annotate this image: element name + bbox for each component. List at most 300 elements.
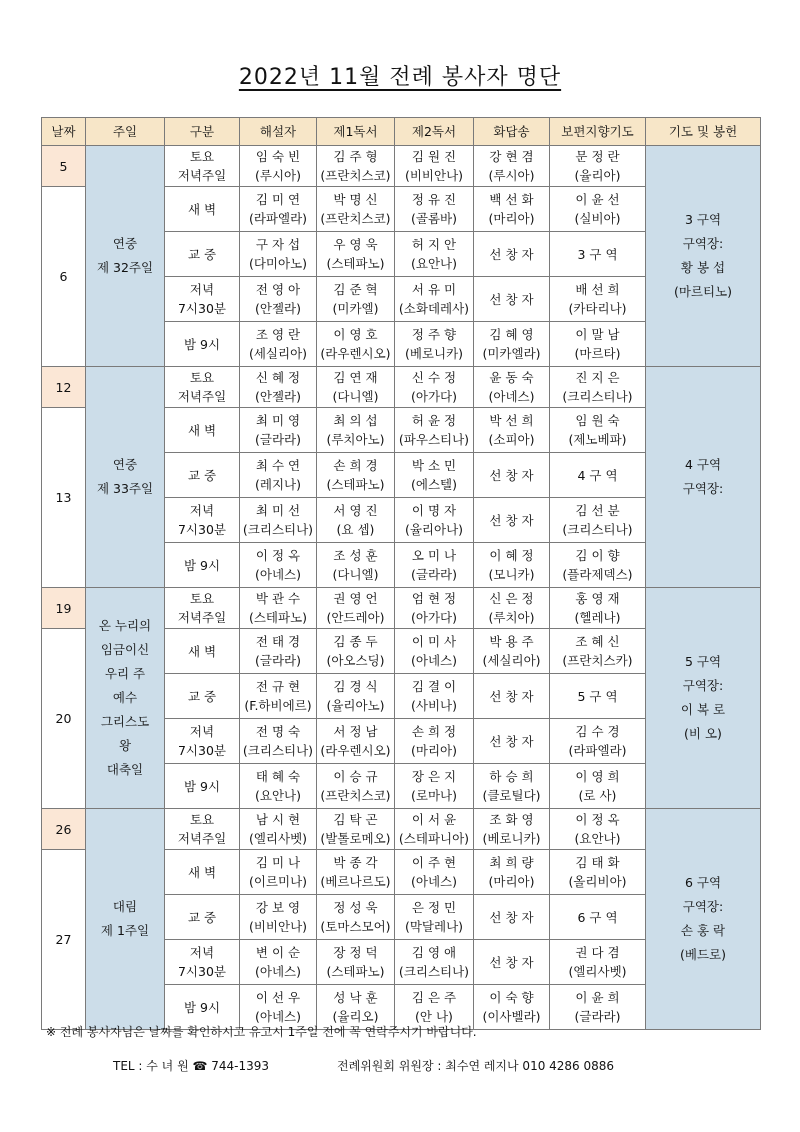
- volunteer-cell: [240, 277, 317, 322]
- volunteer-cell: [550, 187, 646, 232]
- volunteer-cell: [317, 809, 395, 850]
- baptismal-name: (엘리사벳): [568, 964, 627, 979]
- mass-type-cell: 밤 9시: [165, 543, 240, 588]
- volunteer-name: 이 윤 선: [575, 192, 620, 207]
- zone-cell: 4 구역 구역장:: [646, 367, 761, 588]
- volunteer-name: 박 용 주: [489, 634, 534, 649]
- baptismal-name: (다니엘): [332, 389, 379, 404]
- baptismal-name: (세실리아): [482, 653, 541, 668]
- baptismal-name: (클로틸다): [482, 788, 541, 803]
- volunteer-cell: [317, 187, 395, 232]
- baptismal-name: (제노베파): [568, 432, 627, 447]
- volunteer-cell: [395, 895, 474, 940]
- volunteer-cell: [240, 674, 317, 719]
- volunteer-name: 진 지 은: [575, 370, 620, 385]
- column-header: 해설자: [240, 118, 317, 146]
- baptismal-name: (율리오): [332, 1009, 379, 1024]
- volunteer-name: 김 혜 영: [489, 327, 534, 342]
- volunteer-name: 이 미 사: [411, 634, 457, 649]
- volunteer-cell: [317, 764, 395, 809]
- volunteer-cell: [395, 719, 474, 764]
- baptismal-name: (에스텔): [411, 477, 457, 492]
- volunteer-name: 김 영 애: [411, 945, 457, 960]
- baptismal-name: (프란치스카): [562, 653, 633, 668]
- baptismal-name: (프란치스코): [320, 788, 391, 803]
- volunteer-name: 선 창 자: [489, 954, 534, 970]
- schedule-table: [41, 117, 761, 1030]
- volunteer-cell: [474, 985, 550, 1030]
- schedule-row: [42, 367, 761, 408]
- volunteer-name: 강 보 영: [255, 900, 301, 915]
- volunteer-cell: [550, 408, 646, 453]
- baptismal-name: (다미아노): [248, 256, 308, 271]
- volunteer-name: 성 낙 훈: [333, 990, 378, 1005]
- volunteer-cell: [395, 764, 474, 809]
- baptismal-name: (비비안나): [404, 168, 464, 183]
- baptismal-name: (아네스): [255, 1009, 301, 1024]
- volunteer-name: 김 준 혁: [333, 282, 378, 297]
- volunteer-name: 김 은 주: [411, 990, 457, 1005]
- baptismal-name: (글라라): [574, 1009, 621, 1024]
- volunteer-name: 김 태 화: [575, 855, 620, 870]
- mass-type-cell: 저녁 7시30분: [165, 498, 240, 543]
- column-header: 보편지향기도: [550, 118, 646, 146]
- volunteer-cell: [240, 232, 317, 277]
- volunteer-name: 김 미 연: [255, 192, 301, 207]
- volunteer-name: 신 수 정: [411, 370, 457, 385]
- volunteer-cell: [474, 809, 550, 850]
- volunteer-cell: [474, 850, 550, 895]
- mass-type-cell: 교 중: [165, 895, 240, 940]
- volunteer-cell: [550, 322, 646, 367]
- baptismal-name: (안 나): [415, 1009, 453, 1024]
- date-cell: 12: [42, 367, 86, 408]
- schedule-row: [42, 588, 761, 629]
- baptismal-name: (안젤라): [255, 389, 301, 404]
- volunteer-name: 임 원 숙: [575, 413, 620, 428]
- volunteer-name: 전 규 현: [255, 679, 301, 694]
- baptismal-name: (안드레아): [326, 610, 385, 625]
- volunteer-name: 엄 현 정: [411, 591, 457, 606]
- volunteer-cell: [395, 588, 474, 629]
- volunteer-cell: [550, 674, 646, 719]
- baptismal-name: (미카엘라): [482, 346, 541, 361]
- baptismal-name: (루치아): [488, 610, 535, 625]
- column-header: 화답송: [474, 118, 550, 146]
- column-header: 기도 및 봉헌: [646, 118, 761, 146]
- baptismal-name: (세실리아): [248, 346, 308, 361]
- volunteer-cell: [550, 985, 646, 1030]
- baptismal-name: (요안나): [574, 831, 621, 846]
- volunteer-name: 권 영 언: [333, 591, 378, 606]
- volunteer-name: 정 주 향: [411, 327, 457, 342]
- baptismal-name: (요안나): [255, 788, 301, 803]
- volunteer-name: 변 이 순: [255, 945, 301, 960]
- volunteer-cell: [240, 408, 317, 453]
- date-cell: 19: [42, 588, 86, 629]
- volunteer-cell: [474, 719, 550, 764]
- volunteer-name: 김 수 경: [575, 724, 620, 739]
- volunteer-name: 5 구 역: [577, 688, 618, 704]
- volunteer-name: 이 주 현: [411, 855, 457, 870]
- mass-type-cell: 새 벽: [165, 408, 240, 453]
- contact-chair: 전례위원회 위원장 : 최수연 레지나 010 4286 0886: [337, 1059, 615, 1073]
- volunteer-cell: [240, 367, 317, 408]
- schedule-row: [42, 146, 761, 187]
- baptismal-name: (마리아): [488, 874, 535, 889]
- volunteer-name: 선 창 자: [489, 467, 534, 483]
- volunteer-cell: [240, 146, 317, 187]
- baptismal-name: (스테파노): [248, 610, 308, 625]
- volunteer-cell: [395, 277, 474, 322]
- volunteer-cell: [550, 146, 646, 187]
- header-row: [42, 118, 761, 146]
- baptismal-name: (플라제덱스): [562, 567, 633, 582]
- volunteer-name: 최 의 섭: [333, 413, 378, 428]
- volunteer-cell: [395, 850, 474, 895]
- mass-type-cell: 새 벽: [165, 187, 240, 232]
- volunteer-name: 김 종 두: [333, 634, 378, 649]
- volunteer-name: 김 선 분: [575, 503, 620, 518]
- contact-line: [113, 1057, 614, 1074]
- volunteer-cell: [474, 629, 550, 674]
- baptismal-name: (아네스): [411, 874, 457, 889]
- volunteer-cell: [550, 940, 646, 985]
- volunteer-name: 이 윤 희: [575, 990, 620, 1005]
- volunteer-cell: [550, 719, 646, 764]
- baptismal-name: (라파엘라): [568, 743, 627, 758]
- volunteer-cell: [395, 809, 474, 850]
- volunteer-name: 하 승 희: [489, 769, 534, 784]
- volunteer-name: 윤 동 숙: [489, 370, 534, 385]
- baptismal-name: (발톨로메오): [320, 831, 391, 846]
- baptismal-name: (크리스티나): [562, 389, 633, 404]
- volunteer-name: 6 구 역: [577, 909, 618, 925]
- baptismal-name: (라파엘라): [248, 211, 308, 226]
- volunteer-name: 이 명 자: [411, 503, 457, 518]
- volunteer-cell: [240, 629, 317, 674]
- volunteer-name: 정 유 진: [411, 192, 457, 207]
- volunteer-cell: [240, 850, 317, 895]
- volunteer-name: 정 성 욱: [333, 900, 378, 915]
- volunteer-cell: [240, 940, 317, 985]
- volunteer-name: 선 창 자: [489, 291, 534, 307]
- baptismal-name: (로마나): [411, 788, 457, 803]
- volunteer-name: 장 은 지: [411, 769, 457, 784]
- volunteer-cell: [474, 367, 550, 408]
- volunteer-cell: [240, 809, 317, 850]
- baptismal-name: (아네스): [411, 653, 457, 668]
- volunteer-cell: [550, 895, 646, 940]
- volunteer-name: 전 명 숙: [255, 724, 301, 739]
- baptismal-name: (파우스티나): [398, 432, 470, 447]
- mass-type-cell: 저녁 7시30분: [165, 940, 240, 985]
- volunteer-name: 손 희 정: [411, 724, 457, 739]
- volunteer-cell: [550, 809, 646, 850]
- volunteer-name: 허 윤 정: [411, 413, 457, 428]
- volunteer-name: 김 미 나: [255, 855, 301, 870]
- baptismal-name: (소화데레사): [398, 301, 470, 316]
- baptismal-name: (소피아): [488, 432, 535, 447]
- mass-type-cell: 토요 저녁주일: [165, 367, 240, 408]
- volunteer-cell: [317, 498, 395, 543]
- volunteer-name: 김 연 재: [333, 370, 378, 385]
- volunteer-name: 선 창 자: [489, 246, 534, 262]
- baptismal-name: (베르나르도): [320, 874, 391, 889]
- volunteer-cell: [395, 498, 474, 543]
- volunteer-name: 4 구 역: [577, 467, 618, 483]
- volunteer-cell: [317, 146, 395, 187]
- baptismal-name: (헬레나): [574, 610, 621, 625]
- volunteer-name: 선 창 자: [489, 512, 534, 528]
- volunteer-cell: [550, 588, 646, 629]
- volunteer-name: 서 유 미: [411, 282, 457, 297]
- baptismal-name: (크리스티나): [242, 522, 314, 537]
- volunteer-name: 이 말 남: [575, 327, 620, 342]
- contact-phone: TEL : 수 녀 원 ☎ 744-1393: [113, 1059, 270, 1073]
- volunteer-cell: [317, 850, 395, 895]
- volunteer-cell: [474, 408, 550, 453]
- baptismal-name: (크리스티나): [242, 743, 314, 758]
- volunteer-cell: [474, 764, 550, 809]
- volunteer-cell: [550, 367, 646, 408]
- date-cell: 6: [42, 187, 86, 367]
- sunday-name-cell: 연중 제 32주일: [86, 146, 165, 367]
- mass-type-cell: 밤 9시: [165, 322, 240, 367]
- volunteer-name: 장 정 덕: [333, 945, 378, 960]
- page-title: 2022년 11월 전례 봉사자 명단: [238, 65, 562, 90]
- volunteer-name: 선 창 자: [489, 733, 534, 749]
- volunteer-cell: [317, 367, 395, 408]
- volunteer-name: 손 희 경: [333, 458, 378, 473]
- volunteer-name: 강 현 겸: [489, 149, 534, 164]
- baptismal-name: (올리비아): [568, 874, 627, 889]
- baptismal-name: (아네스): [255, 964, 301, 979]
- baptismal-name: (사비나): [411, 698, 457, 713]
- volunteer-cell: [240, 543, 317, 588]
- volunteer-cell: [474, 453, 550, 498]
- baptismal-name: (프란치스코): [320, 168, 391, 183]
- mass-type-cell: 밤 9시: [165, 764, 240, 809]
- baptismal-name: (비비안나): [248, 919, 308, 934]
- mass-type-cell: 새 벽: [165, 850, 240, 895]
- volunteer-name: 홍 영 재: [575, 591, 620, 606]
- baptismal-name: (F.하비에르): [244, 698, 312, 713]
- baptismal-name: (율리아): [574, 168, 621, 183]
- volunteer-name: 이 영 호: [333, 327, 378, 342]
- volunteer-cell: [317, 453, 395, 498]
- mass-type-cell: 토요 저녁주일: [165, 146, 240, 187]
- volunteer-name: 김 이 향: [575, 548, 620, 563]
- baptismal-name: (마리아): [488, 211, 535, 226]
- baptismal-name: (골롬바): [411, 211, 457, 226]
- baptismal-name: (루시아): [488, 168, 535, 183]
- volunteer-cell: [474, 498, 550, 543]
- volunteer-name: 박 종 각: [333, 855, 378, 870]
- volunteer-name: 최 미 선: [255, 503, 301, 518]
- mass-type-cell: 교 중: [165, 453, 240, 498]
- baptismal-name: (막달레나): [404, 919, 464, 934]
- baptismal-name: (글라라): [255, 653, 301, 668]
- baptismal-name: (베로니카): [404, 346, 464, 361]
- volunteer-cell: [317, 940, 395, 985]
- baptismal-name: (라우렌시오): [320, 346, 391, 361]
- volunteer-cell: [395, 232, 474, 277]
- baptismal-name: (로 사): [578, 788, 617, 803]
- volunteer-cell: [474, 232, 550, 277]
- baptismal-name: (엘리사벳): [248, 831, 308, 846]
- baptismal-name: (크리스티나): [398, 964, 470, 979]
- volunteer-name: 이 정 옥: [255, 548, 301, 563]
- baptismal-name: (글라라): [411, 567, 457, 582]
- mass-type-cell: 토요 저녁주일: [165, 809, 240, 850]
- baptismal-name: (프란치스코): [320, 211, 391, 226]
- baptismal-name: (마리아): [411, 743, 457, 758]
- baptismal-name: (다니엘): [332, 567, 379, 582]
- volunteer-cell: [550, 498, 646, 543]
- volunteer-name: 3 구 역: [577, 246, 618, 262]
- volunteer-name: 구 자 섭: [255, 237, 301, 252]
- volunteer-name: 태 혜 숙: [255, 769, 301, 784]
- volunteer-cell: [240, 764, 317, 809]
- baptismal-name: (스테파니아): [398, 831, 470, 846]
- mass-type-cell: 교 중: [165, 674, 240, 719]
- volunteer-cell: [474, 322, 550, 367]
- volunteer-cell: [550, 453, 646, 498]
- volunteer-name: 은 정 민: [411, 900, 457, 915]
- baptismal-name: (아오스딩): [326, 653, 385, 668]
- volunteer-cell: [550, 764, 646, 809]
- volunteer-name: 김 결 이: [411, 679, 457, 694]
- zone-cell: 6 구역 구역장: 손 홍 락 (베드로): [646, 809, 761, 1030]
- schedule-row: [42, 809, 761, 850]
- volunteer-cell: [317, 719, 395, 764]
- baptismal-name: (율리아나): [404, 522, 464, 537]
- volunteer-name: 이 선 우: [255, 990, 301, 1005]
- baptismal-name: (실비아): [574, 211, 621, 226]
- volunteer-cell: [474, 187, 550, 232]
- column-header: 제1독서: [317, 118, 395, 146]
- volunteer-cell: [240, 322, 317, 367]
- volunteer-cell: [395, 629, 474, 674]
- volunteer-cell: [395, 408, 474, 453]
- volunteer-cell: [550, 543, 646, 588]
- baptismal-name: (라우렌시오): [320, 743, 391, 758]
- baptismal-name: (마르타): [574, 346, 621, 361]
- volunteer-cell: [317, 588, 395, 629]
- volunteer-cell: [395, 146, 474, 187]
- baptismal-name: (아가다): [411, 389, 457, 404]
- volunteer-cell: [474, 895, 550, 940]
- volunteer-name: 박 명 신: [333, 192, 378, 207]
- volunteer-name: 박 관 수: [255, 591, 301, 606]
- sunday-name-cell: 대림 제 1주일: [86, 809, 165, 1030]
- volunteer-name: 우 영 욱: [333, 237, 378, 252]
- baptismal-name: (카타리나): [568, 301, 627, 316]
- volunteer-name: 백 선 화: [489, 192, 534, 207]
- baptismal-name: (이르미나): [248, 874, 308, 889]
- volunteer-cell: [395, 453, 474, 498]
- sunday-name-cell: 온 누리의 임금이신 우리 주 예수 그리스도 왕 대축일: [86, 588, 165, 809]
- volunteer-cell: [395, 674, 474, 719]
- volunteer-name: 김 경 식: [333, 679, 378, 694]
- volunteer-cell: [240, 719, 317, 764]
- volunteer-name: 이 영 희: [575, 769, 620, 784]
- sunday-name-cell: 연중 제 33주일: [86, 367, 165, 588]
- column-header: 주일: [86, 118, 165, 146]
- volunteer-name: 서 영 진: [333, 503, 378, 518]
- baptismal-name: (토마스모어): [320, 919, 391, 934]
- volunteer-cell: [474, 940, 550, 985]
- baptismal-name: (스테파노): [326, 477, 385, 492]
- volunteer-cell: [395, 187, 474, 232]
- baptismal-name: (요안나): [411, 256, 457, 271]
- volunteer-cell: [550, 277, 646, 322]
- volunteer-cell: [317, 408, 395, 453]
- volunteer-name: 허 지 안: [411, 237, 457, 252]
- volunteer-cell: [550, 850, 646, 895]
- volunteer-cell: [474, 674, 550, 719]
- volunteer-name: 박 소 민: [411, 458, 457, 473]
- baptismal-name: (아네스): [255, 567, 301, 582]
- column-header: 제2독서: [395, 118, 474, 146]
- volunteer-name: 신 혜 정: [255, 370, 301, 385]
- baptismal-name: (아네스): [488, 389, 535, 404]
- baptismal-name: (요 셉): [336, 522, 375, 537]
- volunteer-name: 신 은 정: [489, 591, 534, 606]
- volunteer-name: 조 화 영: [489, 812, 534, 827]
- date-cell: 26: [42, 809, 86, 850]
- footer-note: ※ 전례 봉사자님은 날짜를 확인하시고 유고시 1주일 전에 꼭 연락주시기 바랍니다.: [46, 1025, 477, 1039]
- date-cell: 27: [42, 850, 86, 1030]
- baptismal-name: (스테파노): [326, 964, 385, 979]
- volunteer-cell: [395, 940, 474, 985]
- baptismal-name: (크리스티나): [562, 522, 633, 537]
- column-header: 날짜: [42, 118, 86, 146]
- baptismal-name: (모니카): [488, 567, 535, 582]
- mass-type-cell: 토요 저녁주일: [165, 588, 240, 629]
- volunteer-name: 최 희 량: [489, 855, 534, 870]
- volunteer-name: 권 다 겸: [575, 945, 620, 960]
- mass-type-cell: 밤 9시: [165, 985, 240, 1030]
- volunteer-cell: [395, 367, 474, 408]
- volunteer-cell: [317, 277, 395, 322]
- volunteer-name: 박 선 희: [489, 413, 534, 428]
- volunteer-name: 선 창 자: [489, 688, 534, 704]
- volunteer-name: 전 영 아: [255, 282, 301, 297]
- volunteer-cell: [474, 543, 550, 588]
- volunteer-cell: [240, 187, 317, 232]
- volunteer-cell: [317, 232, 395, 277]
- zone-cell: 3 구역 구역장: 황 봉 섭 (마르티노): [646, 146, 761, 367]
- volunteer-cell: [317, 629, 395, 674]
- date-cell: 5: [42, 146, 86, 187]
- volunteer-name: 이 승 규: [333, 769, 378, 784]
- volunteer-name: 이 정 옥: [575, 812, 620, 827]
- volunteer-name: 이 혜 정: [489, 548, 534, 563]
- baptismal-name: (안젤라): [255, 301, 301, 316]
- volunteer-cell: [474, 588, 550, 629]
- volunteer-name: 서 정 남: [333, 724, 378, 739]
- volunteer-name: 선 창 자: [489, 909, 534, 925]
- volunteer-cell: [240, 895, 317, 940]
- mass-type-cell: 저녁 7시30분: [165, 719, 240, 764]
- baptismal-name: (루시아): [255, 168, 301, 183]
- volunteer-cell: [474, 146, 550, 187]
- baptismal-name: (이사벨라): [482, 1009, 541, 1024]
- baptismal-name: (베로니카): [482, 831, 541, 846]
- baptismal-name: (글라라): [255, 432, 301, 447]
